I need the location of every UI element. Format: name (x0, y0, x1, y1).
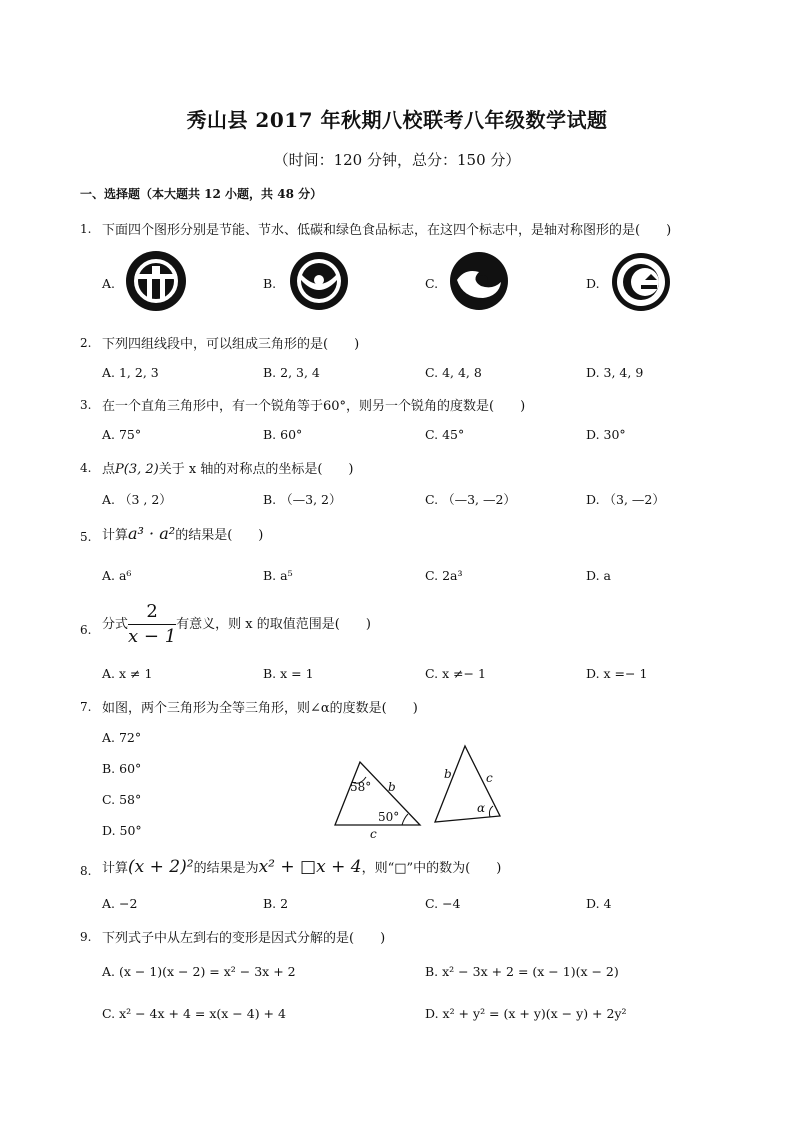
option-a: A. 75° (102, 427, 142, 442)
option-label: B. (263, 276, 277, 291)
option-c: C. −4 (425, 896, 461, 911)
svg-text:58°: 58° (350, 780, 372, 794)
option-a: A. 72° (102, 730, 142, 745)
option-d: D. 30° (586, 427, 626, 442)
question-text: 下列四组线段中，可以组成三角形的是( ) (102, 337, 360, 352)
option-a: A. (x − 1)(x − 2) = x² − 3x + 2 (102, 964, 296, 979)
option-c: C. x ≠− 1 (425, 666, 486, 681)
option-label: A. (102, 276, 116, 291)
question-number: 9. (80, 930, 92, 944)
congruent-triangles-figure (330, 740, 510, 844)
option-c: C. x² − 4x + 4 = x(x − 4) + 4 (102, 1006, 286, 1021)
option-d: D. 50° (102, 823, 142, 838)
question-number: 8. (80, 864, 92, 878)
question-text: 在一个直角三角形中，有一个锐角等于60°，则另一个锐角的度数是( ) (102, 399, 526, 414)
option-b: B. a⁵ (263, 568, 293, 583)
exam-info: （时间：120 分钟，总分：150 分） (273, 151, 521, 169)
svg-text:b: b (444, 767, 452, 781)
question-text: 下列式子中从左到右的变形是因式分解的是( ) (102, 931, 386, 946)
question-text: 分式 $\frac{2}{x - 1}$ 有意义，则 x 的取值范围是( ) (102, 601, 371, 647)
math-expression: (x + 2)² (128, 857, 194, 877)
question-text: 如图，两个三角形为全等三角形，则∠α的度数是( ) (102, 701, 418, 716)
low-carbon-logo (449, 250, 509, 312)
option-c: C. （—3, —2） (425, 492, 516, 507)
question-text: 计算(x + 2)²的结果是为x² + □x + 4，则“□”中的数为( ) (102, 857, 502, 877)
svg-text:α: α (477, 801, 486, 815)
option-b: B. x = 1 (263, 666, 314, 681)
fraction: $\frac{2}{x - 1}$ (128, 601, 177, 647)
option-d: D. x =− 1 (586, 666, 648, 681)
option-b: B. 60° (102, 761, 142, 776)
svg-text:c: c (486, 771, 493, 785)
option-a: A. （3 , 2） (102, 492, 172, 507)
page-title: 秀山县 2017 年秋期八校联考八年级数学试题 (186, 108, 608, 132)
green-food-logo (611, 252, 671, 312)
option-d: D. x² + y² = (x + y)(x − y) + 2y² (425, 1006, 627, 1021)
option-b: B. x² − 3x + 2 = (x − 1)(x − 2) (425, 964, 619, 979)
option-label: C. (425, 276, 439, 291)
question-text: 点P(3, 2)关于 x 轴的对称点的坐标是( ) (102, 462, 354, 477)
option-a: A. x ≠ 1 (102, 666, 153, 681)
question-number: 6. (80, 623, 92, 637)
question-number: 3. (80, 398, 92, 412)
option-b: B. 2, 3, 4 (263, 365, 320, 380)
option-label: D. (586, 276, 600, 291)
option-a: A. 1, 2, 3 (102, 365, 159, 380)
option-c: C. 45° (425, 427, 465, 442)
option-d: D. （3, —2） (586, 492, 665, 507)
question-number: 4. (80, 461, 92, 475)
svg-text:50°: 50° (378, 810, 400, 824)
option-d: D. a (586, 568, 611, 583)
question-number: 1. (80, 222, 92, 236)
option-d: D. 4 (586, 896, 612, 911)
option-b: B. 2 (263, 896, 289, 911)
question-number: 2. (80, 336, 92, 350)
section-heading: 一、选择题（本大题共 12 小题，共 48 分） (80, 187, 323, 201)
option-c: C. 2a³ (425, 568, 463, 583)
question-number: 5. (80, 530, 92, 544)
svg-text:c: c (370, 827, 377, 840)
question-text: 计算a³ · a²的结果是( ) (102, 524, 264, 543)
option-d: D. 3, 4, 9 (586, 365, 644, 380)
question-text: 下面四个图形分别是节能、节水、低碳和绿色食品标志，在这四个标志中，是轴对称图形的是( ) (102, 223, 672, 238)
water-saving-logo (289, 250, 349, 312)
option-b: B. 60° (263, 427, 303, 442)
question-number: 7. (80, 700, 92, 714)
option-a: A. −2 (102, 896, 138, 911)
energy-saving-logo (125, 250, 187, 312)
svg-text:b: b (388, 780, 396, 794)
point-expression: P(3, 2) (115, 462, 159, 477)
option-c: C. 58° (102, 792, 142, 807)
math-expression: x² + □x + 4 (258, 857, 362, 877)
option-c: C. 4, 4, 8 (425, 365, 482, 380)
option-a: A. a⁶ (102, 568, 132, 583)
option-b: B. （—3, 2） (263, 492, 342, 507)
math-expression: a³ · a² (128, 524, 176, 543)
